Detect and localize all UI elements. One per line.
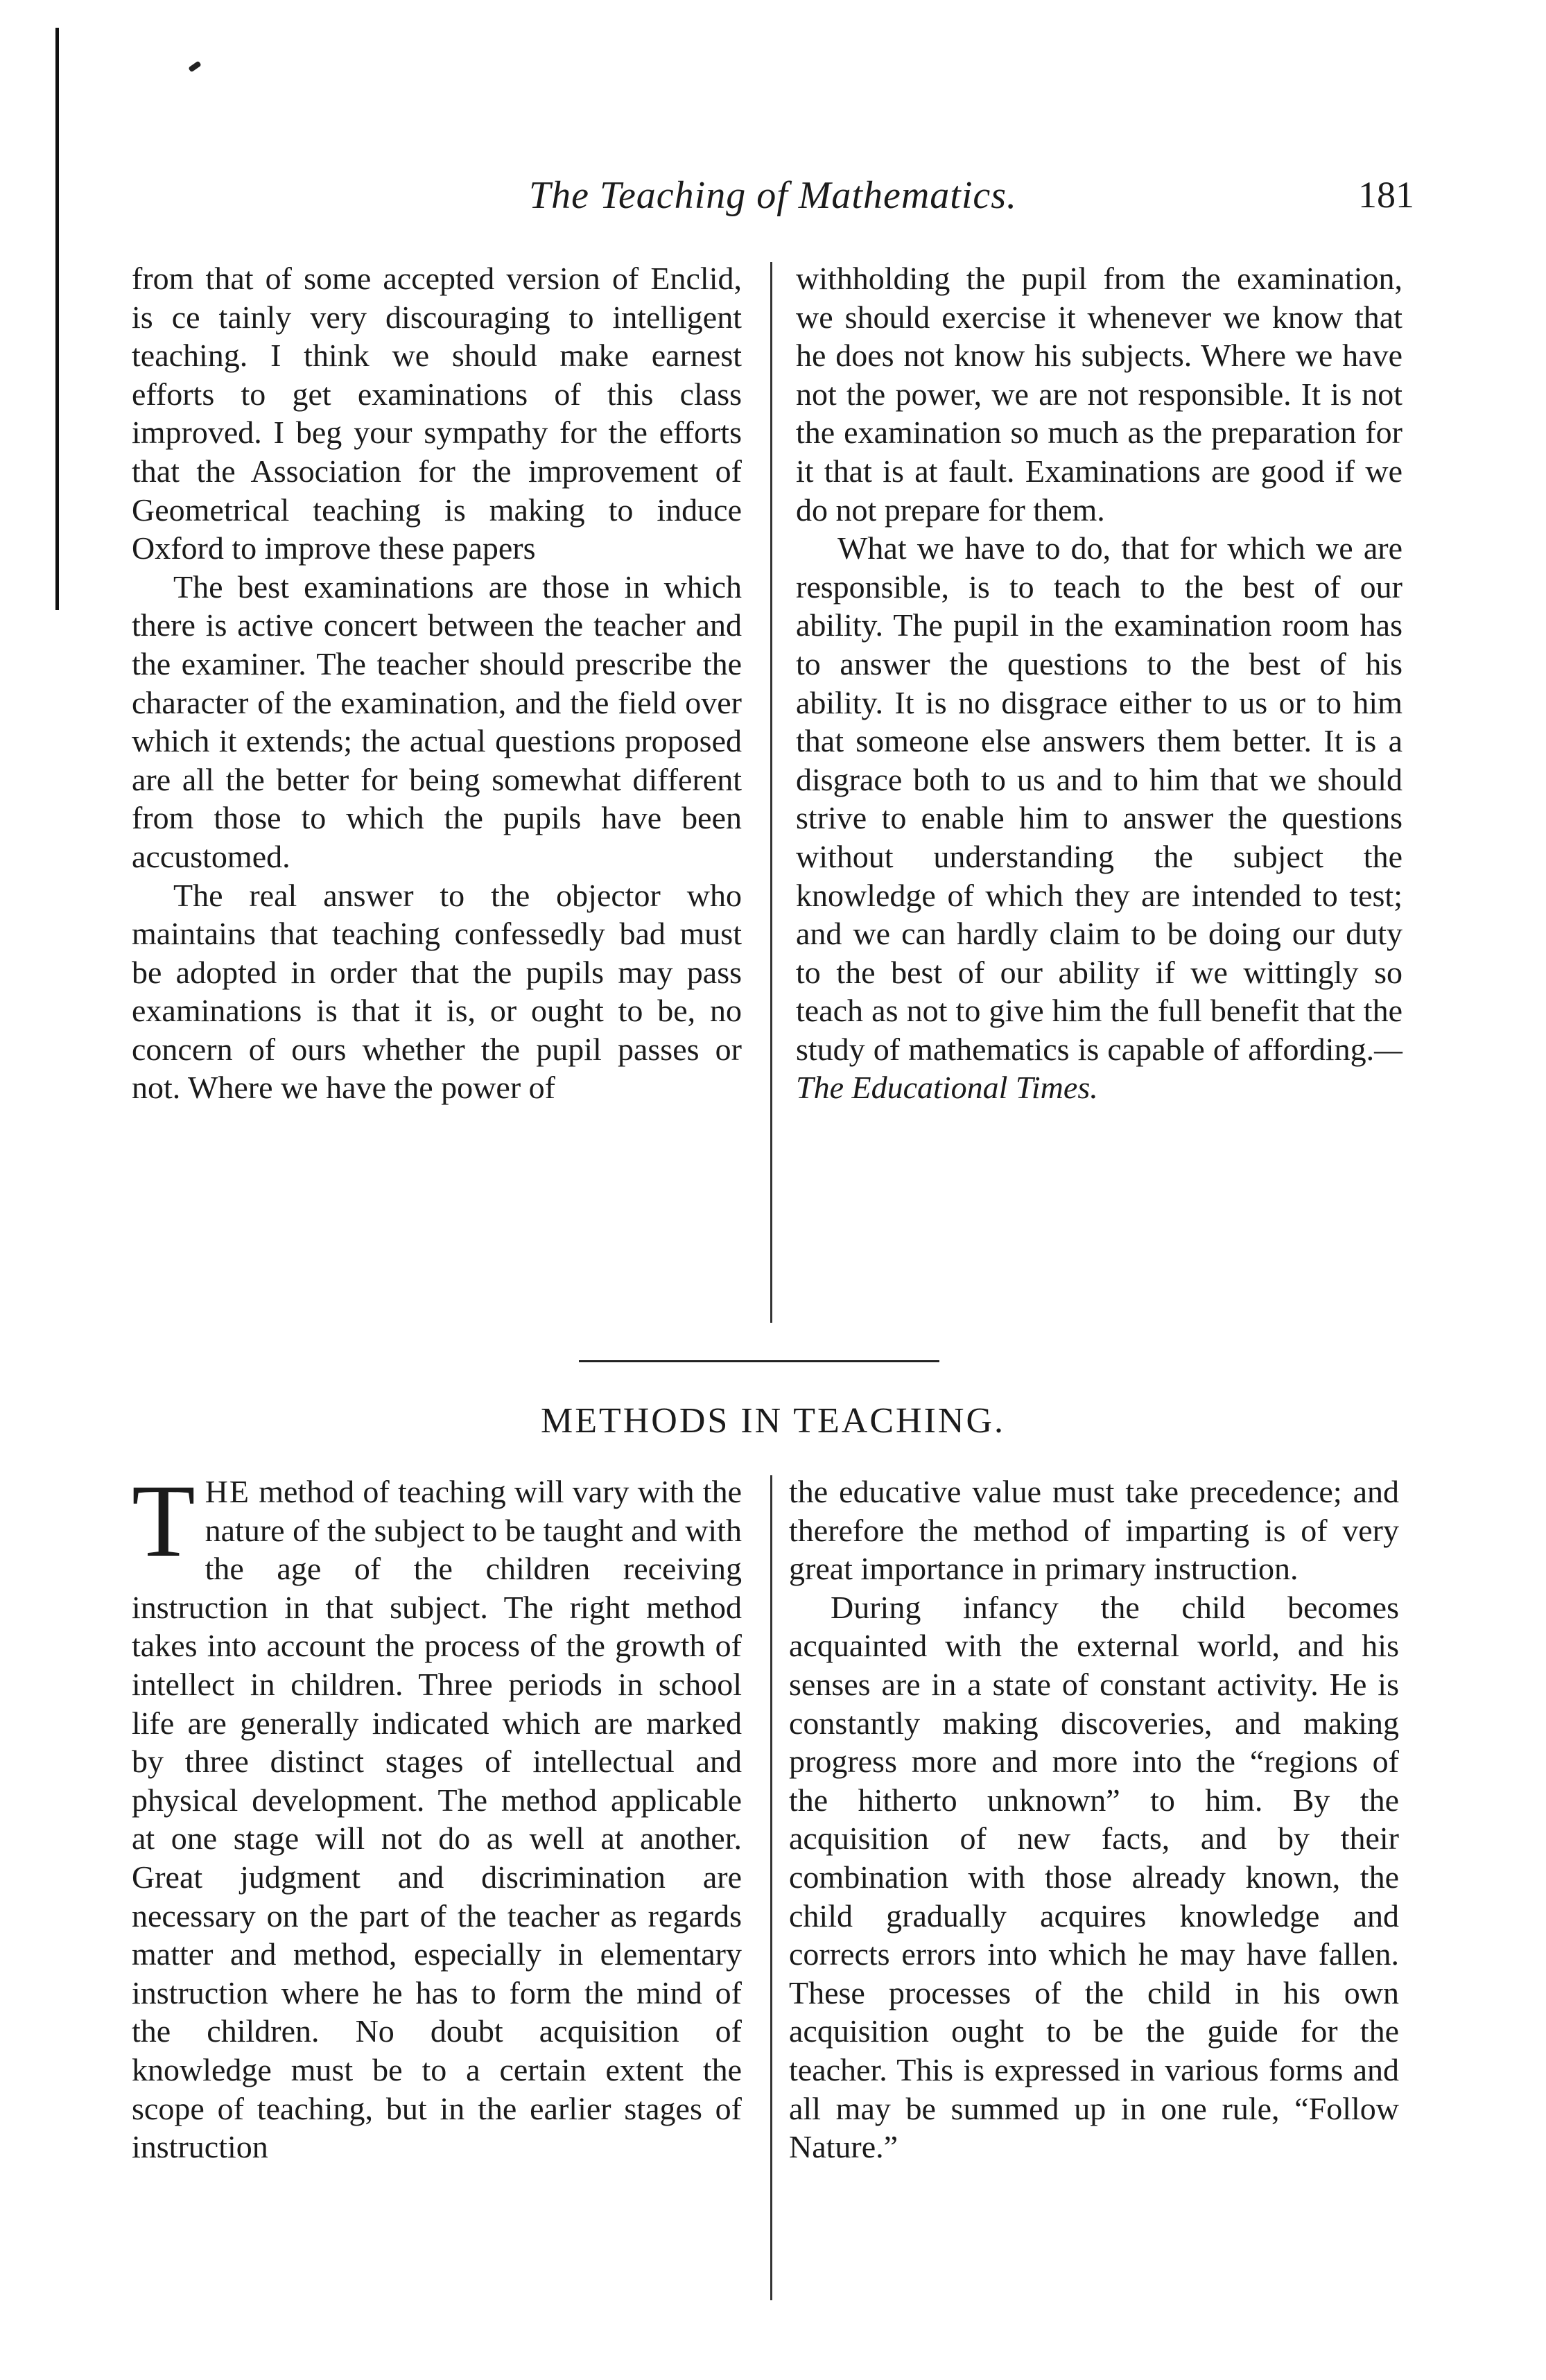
upper-left-column	[132, 259, 742, 1107]
paragraph-text: What we have to do, that for which we are responsible, is to teach to the best of our ability. The pupil in the examination room has to answer the questions to the best of his ability. It is no disgrace either to us or to him that someone else answers them better. It is a disgrace both to us and to him that we should strive to enable him to answer the questions without understanding the subject the knowledge of which they are intended to test; and we can hardly claim to be doing our duty to the best of our ability if we wittingly so teach as not to give him the full benefit that the study of mathematics is capable of affording.	[796, 530, 1402, 1067]
page-number: 181	[1358, 174, 1414, 216]
running-title: The Teaching of Mathematics.	[528, 174, 1018, 217]
column-divider	[770, 1475, 772, 2300]
lead-word: HE	[205, 1474, 250, 1509]
lower-right-column	[789, 1473, 1399, 2166]
ink-mark	[188, 61, 201, 73]
paragraph: withholding the pupil from the examination, we should exercise it whenever we know that he does not know his subjects. Where we have not the power, we are not responsible. It is not the examination so much as the preparation for it that is at fault. Examinations are good if we do not prepare for them.	[796, 261, 1402, 528]
upper-right-column	[796, 259, 1402, 1107]
paragraph: The best examinations are those in which there is active concert between the teacher and the examiner. The teacher should prescribe the character of the examination, and the field over which it extends; the actual questions proposed are all the better for being somewhat different from those to which the pupils have been accustomed.	[132, 568, 742, 874]
drop-cap: T	[132, 1463, 196, 1579]
lower-left-column	[132, 1463, 742, 2166]
paragraph	[132, 1463, 742, 2166]
scan-margin-line	[55, 28, 59, 610]
section-title: METHODS IN TEACHING.	[540, 1401, 1005, 1441]
paragraph	[796, 529, 1402, 1107]
source-attribution: —The Educational Times.	[796, 1031, 1402, 1106]
column-divider	[770, 262, 772, 1323]
running-head	[132, 173, 1414, 229]
paragraph: During infancy the child becomes acquainted with the external world, and his senses are in a state of constant activity. He is constantly making discoveries, and making progress more and more into the “regions of the hitherto unknown” to him. By the acquisition of new facts, and by their combination with those already known, the child gradually acquires knowledge and corrects errors into which he may have fallen. These processes of the child in his own acquisition ought to be the guide for the teacher. This is expressed in various forms and all may be summed up in one rule, “Follow Nature.”	[789, 1589, 1399, 2165]
section-divider	[579, 1360, 939, 1362]
paragraph-text: method of teaching will vary with the nature of the subject to be taught and with the age of the children receiving instruction in that subject. The right method takes into account the process of the growth of intellect in children. Three periods in school life are generally indicated which are marked by three distinct stages of intellectual and physical development. The method applicable at one stage will not do as well at another. Great judgment and discrimination are necessary on the part of the teacher as regards matter and method, especially in elementary instruction where he has to form the mind of the children. No doubt acquisition of knowledge must be to a certain extent the scope of teaching, but in the earlier stages of instruction	[132, 1474, 742, 2165]
paragraph: The real answer to the objector who maintains that teaching confessedly bad must be adopted in order that the pupils may pass examinations is that it is, or ought to be, no concern of ours whether the pupil passes or not. Where we have the power of	[132, 877, 742, 1106]
paragraph: the educative value must take precedence; and therefore the method of imparting is of very great importance in primary instruction.	[789, 1474, 1399, 1587]
paragraph: from that of some accepted version of Enclid, is ce tainly very discouraging to intelligent teaching. I think we should make earnest efforts to get examinations of this class improved. I beg your sympathy for the efforts that the Association for the improvement of Geometrical teaching is making to induce Oxford to improve these papers	[132, 261, 742, 566]
